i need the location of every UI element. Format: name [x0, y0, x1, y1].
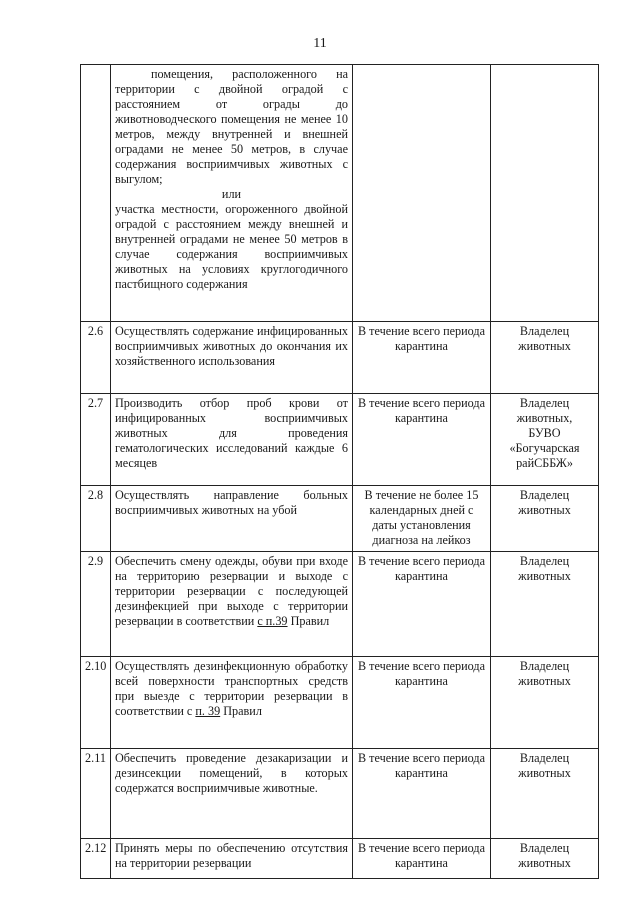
- action-text: Осуществлять содержание инфицированных восприимчивых животных до окончания их хозяйственного использования: [111, 322, 353, 394]
- responsible-text: животных: [518, 503, 571, 517]
- term-text: В течение всего периода карантина: [353, 394, 491, 486]
- responsible-text: животных: [518, 856, 571, 870]
- responsible-text: Владелец: [519, 488, 570, 502]
- responsible-cell: [491, 839, 599, 879]
- table-row: [81, 322, 599, 394]
- responsible-text: животных: [518, 569, 571, 583]
- action-text: Правил: [287, 614, 330, 628]
- responsible-text: БУВО: [528, 426, 561, 440]
- rules-reference-link: с п.39: [257, 614, 288, 628]
- responsible-text: Владелец: [519, 659, 570, 673]
- action-text: Осуществлять дезинфекционную обработку всей поверхности транспортных средств при выезде с территории резервации в соответствии с: [115, 659, 348, 718]
- action-cell: [111, 552, 353, 657]
- responsible-text: Владелец: [519, 396, 570, 410]
- responsible-text: «Богучарская: [509, 441, 580, 455]
- action-text: участка местности, огороженного двойной оградой с расстоянием между внешней и внутренней оградами не менее 50 метров в случае содержания восприимчивых животных на условиях круглогодичного пастбищного содержания: [115, 202, 348, 291]
- responsible-text: райСББЖ»: [516, 456, 573, 470]
- responsible-text: Владелец: [519, 751, 570, 765]
- table-row: [81, 749, 599, 839]
- table-row: [81, 657, 599, 749]
- table-row: [81, 394, 599, 486]
- row-number: 2.8: [81, 486, 111, 552]
- action-text: или: [221, 187, 242, 201]
- responsible-cell: [491, 552, 599, 657]
- responsible-cell: [491, 749, 599, 839]
- action-text: Осуществлять направление больных восприимчивых животных на убой: [111, 486, 353, 552]
- responsible-text: животных,: [516, 411, 573, 425]
- action-text: Производить отбор проб крови от инфицированных восприимчивых животных для проведения гематологических исследований каждые 6 месяцев: [111, 394, 353, 486]
- responsible-text: животных: [518, 766, 571, 780]
- table-row: [81, 839, 599, 879]
- page-number: 11: [313, 36, 327, 51]
- row-number: 2.6: [81, 322, 111, 394]
- responsible-text: Владелец: [519, 841, 570, 855]
- table-row: [81, 552, 599, 657]
- table-row: [81, 65, 599, 322]
- action-text: помещения, расположенного на территории с двойной оградой с расстоянием от ограды до животноводческого помещения не менее 10 метров, между внутренней и внешней оградами не менее 50 метров, в случае содержания восприимчивых животных с выгулом;: [115, 67, 348, 186]
- action-text: Правил: [220, 704, 262, 718]
- responsible-cell: [491, 65, 599, 322]
- responsible-text: Владелец: [519, 554, 570, 568]
- action-text: Обеспечить проведение дезакаризации и дезинсекции помещений, в которых содержатся восприимчивые животные.: [111, 749, 353, 839]
- action-text: Принять меры по обеспечению отсутствия на территории резервации: [111, 839, 353, 879]
- row-number-cell: [81, 65, 111, 322]
- rules-reference-link: п. 39: [195, 704, 221, 718]
- row-number: 2.10: [81, 657, 111, 749]
- action-cell: [111, 65, 353, 322]
- responsible-cell: [491, 394, 599, 486]
- responsible-text: животных: [518, 339, 571, 353]
- quarantine-measures-table: [80, 64, 599, 879]
- row-number: 2.11: [81, 749, 111, 839]
- row-number: 2.12: [81, 839, 111, 879]
- term-text: В течение всего периода карантина: [353, 322, 491, 394]
- action-text: Обеспечить смену одежды, обуви при входе на территорию резервации и выходе с территории резервации с последующей дезинфекцией при выходе с территории резервации в соответствии: [115, 554, 348, 628]
- responsible-text: Владелец: [519, 324, 570, 338]
- term-text: В течение всего периода карантина: [353, 839, 491, 879]
- responsible-cell: [491, 486, 599, 552]
- responsible-cell: [491, 657, 599, 749]
- table-row: [81, 486, 599, 552]
- term-text: В течение всего периода карантина: [353, 657, 491, 749]
- responsible-text: животных: [518, 674, 571, 688]
- action-cell: [111, 657, 353, 749]
- row-number: 2.9: [81, 552, 111, 657]
- row-number: 2.7: [81, 394, 111, 486]
- term-text: В течение всего периода карантина: [353, 552, 491, 657]
- term-text: В течение не более 15 календарных дней с даты установления диагноза на лейкоз: [353, 486, 491, 552]
- term-cell: [353, 65, 491, 322]
- term-text: В течение всего периода карантина: [353, 749, 491, 839]
- responsible-cell: [491, 322, 599, 394]
